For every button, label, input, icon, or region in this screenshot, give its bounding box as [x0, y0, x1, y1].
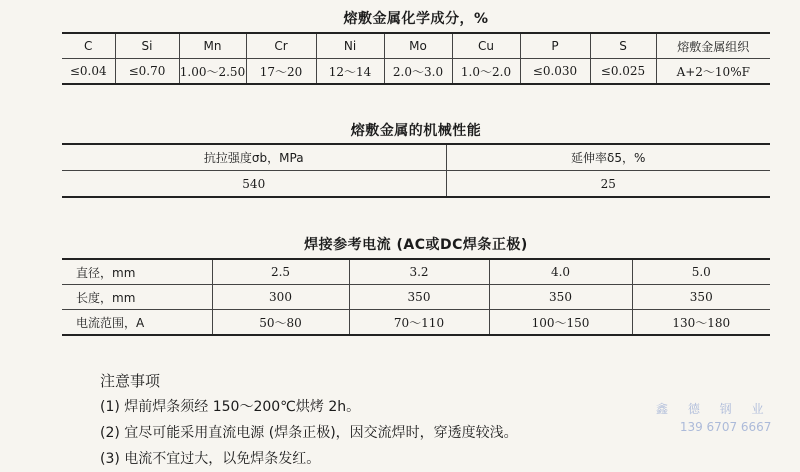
table1-title: 熔敷金属化学成分，%: [343, 11, 489, 27]
mechanical-properties-table: [62, 143, 770, 198]
header-cell: Cr: [246, 33, 316, 59]
table-cell: 1.0～2.0: [452, 59, 520, 85]
note-item: (2) 宜尽可能采用直流电源 (焊条正极)，因交流焊时，穿透度较浅。: [100, 425, 518, 441]
chemical-composition-table: [62, 32, 770, 85]
table-cell: 300: [212, 285, 349, 310]
table-cell: 50～80: [212, 310, 349, 336]
table-row: [62, 171, 770, 198]
watermark-phone: 139 6707 6667: [679, 420, 772, 434]
row-label: 直径，mm: [62, 259, 212, 285]
table-cell: 70～110: [349, 310, 489, 336]
table-row: [62, 259, 770, 285]
table-cell: 130～180: [632, 310, 770, 336]
table2-title: 熔敷金属的机械性能: [350, 123, 482, 139]
header-cell: 熔敷金属组织: [656, 33, 770, 59]
table-cell: 1.00～2.50: [179, 59, 246, 85]
table-cell: 350: [349, 285, 489, 310]
notes-heading: 注意事项: [100, 372, 161, 390]
table-cell: 17～20: [246, 59, 316, 85]
table-header-row: [62, 144, 770, 171]
table-cell: 350: [632, 285, 770, 310]
watermark: [656, 400, 771, 436]
table-header-row: [62, 33, 770, 59]
table-cell: 100～150: [489, 310, 632, 336]
header-cell: Si: [115, 33, 179, 59]
header-cell: 抗拉强度σb，MPa: [62, 144, 446, 171]
header-cell: S: [590, 33, 656, 59]
note-item: (3) 电流不宜过大，以免焊条发红。: [100, 451, 321, 467]
table-cell: 2.5: [212, 259, 349, 285]
header-cell: 延伸率δ5，%: [446, 144, 770, 171]
note-item: (1) 焊前焊条须经 150～200℃烘烤 2h。: [100, 399, 361, 415]
watermark-company: 鑫 德 钢 业: [656, 402, 772, 416]
notes-section: [100, 368, 518, 472]
welding-current-table: [62, 258, 770, 336]
header-cell: Cu: [452, 33, 520, 59]
table-row: [62, 310, 770, 336]
header-cell: Mn: [179, 33, 246, 59]
table-cell: 3.2: [349, 259, 489, 285]
header-cell: Mo: [384, 33, 452, 59]
table-cell: 5.0: [632, 259, 770, 285]
table3-title: 焊接参考电流 (AC或DC焊条正极): [304, 237, 528, 253]
header-cell: P: [520, 33, 590, 59]
table-cell: ≤0.025: [590, 59, 656, 85]
table-cell: ≤0.04: [69, 64, 107, 78]
row-label: 长度，mm: [62, 285, 212, 310]
table-cell: A+2～10%F: [656, 59, 770, 85]
table-cell: 25: [446, 171, 770, 198]
table-cell: ≤0.030: [520, 59, 590, 85]
row-label: 电流范围，A: [76, 315, 145, 330]
table-row: [62, 285, 770, 310]
header-cell: C: [62, 33, 115, 59]
table-cell: 2.0～3.0: [384, 59, 452, 85]
table-cell: 4.0: [489, 259, 632, 285]
table-cell: 12～14: [316, 59, 384, 85]
table-cell: 350: [489, 285, 632, 310]
table-row: [62, 59, 770, 85]
header-cell: Ni: [316, 33, 384, 59]
table-cell: ≤0.70: [115, 59, 179, 85]
table-cell: 540: [242, 176, 266, 191]
